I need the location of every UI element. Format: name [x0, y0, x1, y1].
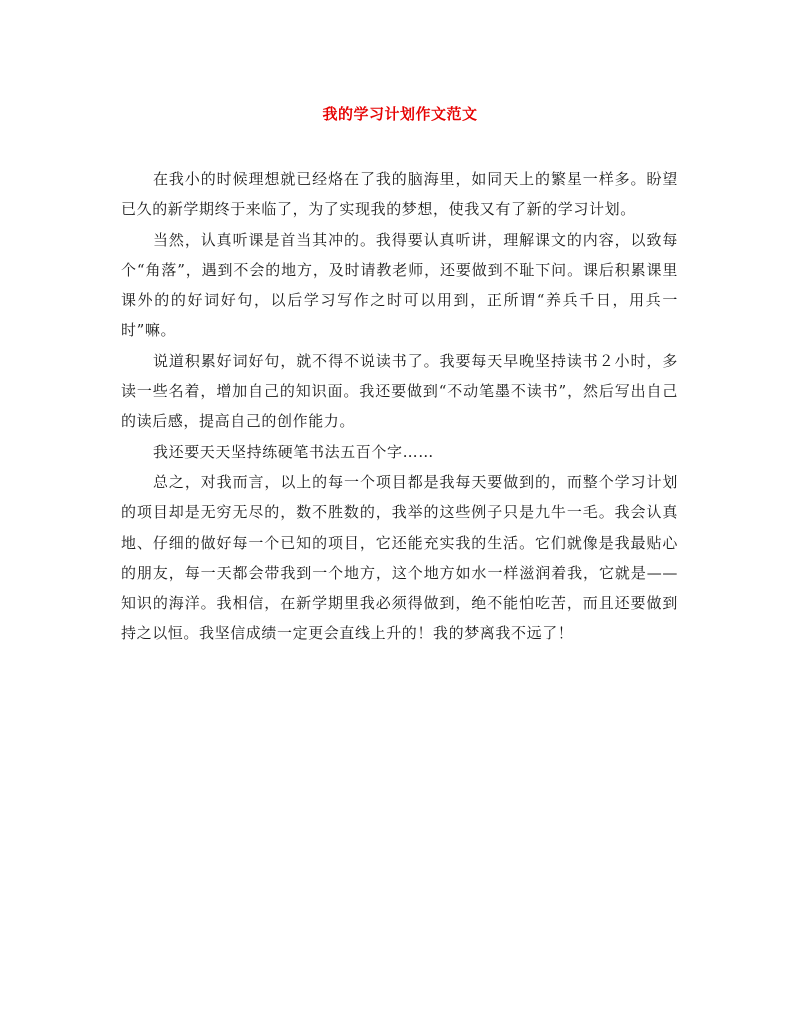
- paragraph-4: 我还要天天坚持练硬笔书法五百个字……: [153, 442, 434, 461]
- document-title: 我的学习计划作文范文: [322, 105, 478, 123]
- paragraph-3: 说道积累好词好句，就不得不说读书了。我要每天早晚坚持读书２小时，多读一些名着，增加自己的知识面。我还要做到“不动笔墨不读书”，然后写出自己的读后感，提高自己的创作能力。: [121, 351, 678, 431]
- paragraph-2: 当然，认真听课是首当其冲的。我得要认真听讲，理解课文的内容，以致每个“角落”，遇到不会的地方，及时请教老师，还要做到不耻下问。课后积累课里课外的的好词好句，以后学习写作之时可以用到，正所谓“养兵千日，用兵一时”嘛。: [121, 230, 678, 340]
- document-body: [121, 164, 678, 649]
- paragraph-1: 在我小的时候理想就已经烙在了我的脑海里，如同天上的繁星一样多。盼望已久的新学期终于来临了，为了实现我的梦想，使我又有了新的学习计划。: [121, 170, 678, 219]
- paragraph-5: 总之，对我而言，以上的每一个项目都是我每天要做到的，而整个学习计划的项目却是无穷无尽的，数不胜数的，我举的这些例子只是九牛一毛。我会认真地、仔细的做好每一个已知的项目，它还能充实我的生活。它们就像是我最贴心的朋友，每一天都会带我到一个地方，这个地方如水一样滋润着我，它就是——知识的海洋。我相信，在新学期里我必须得做到，绝不能怕吃苦，而且还要做到持之以恒。我坚信成绩一定更会直线上升的！我的梦离我不远了！: [121, 472, 678, 643]
